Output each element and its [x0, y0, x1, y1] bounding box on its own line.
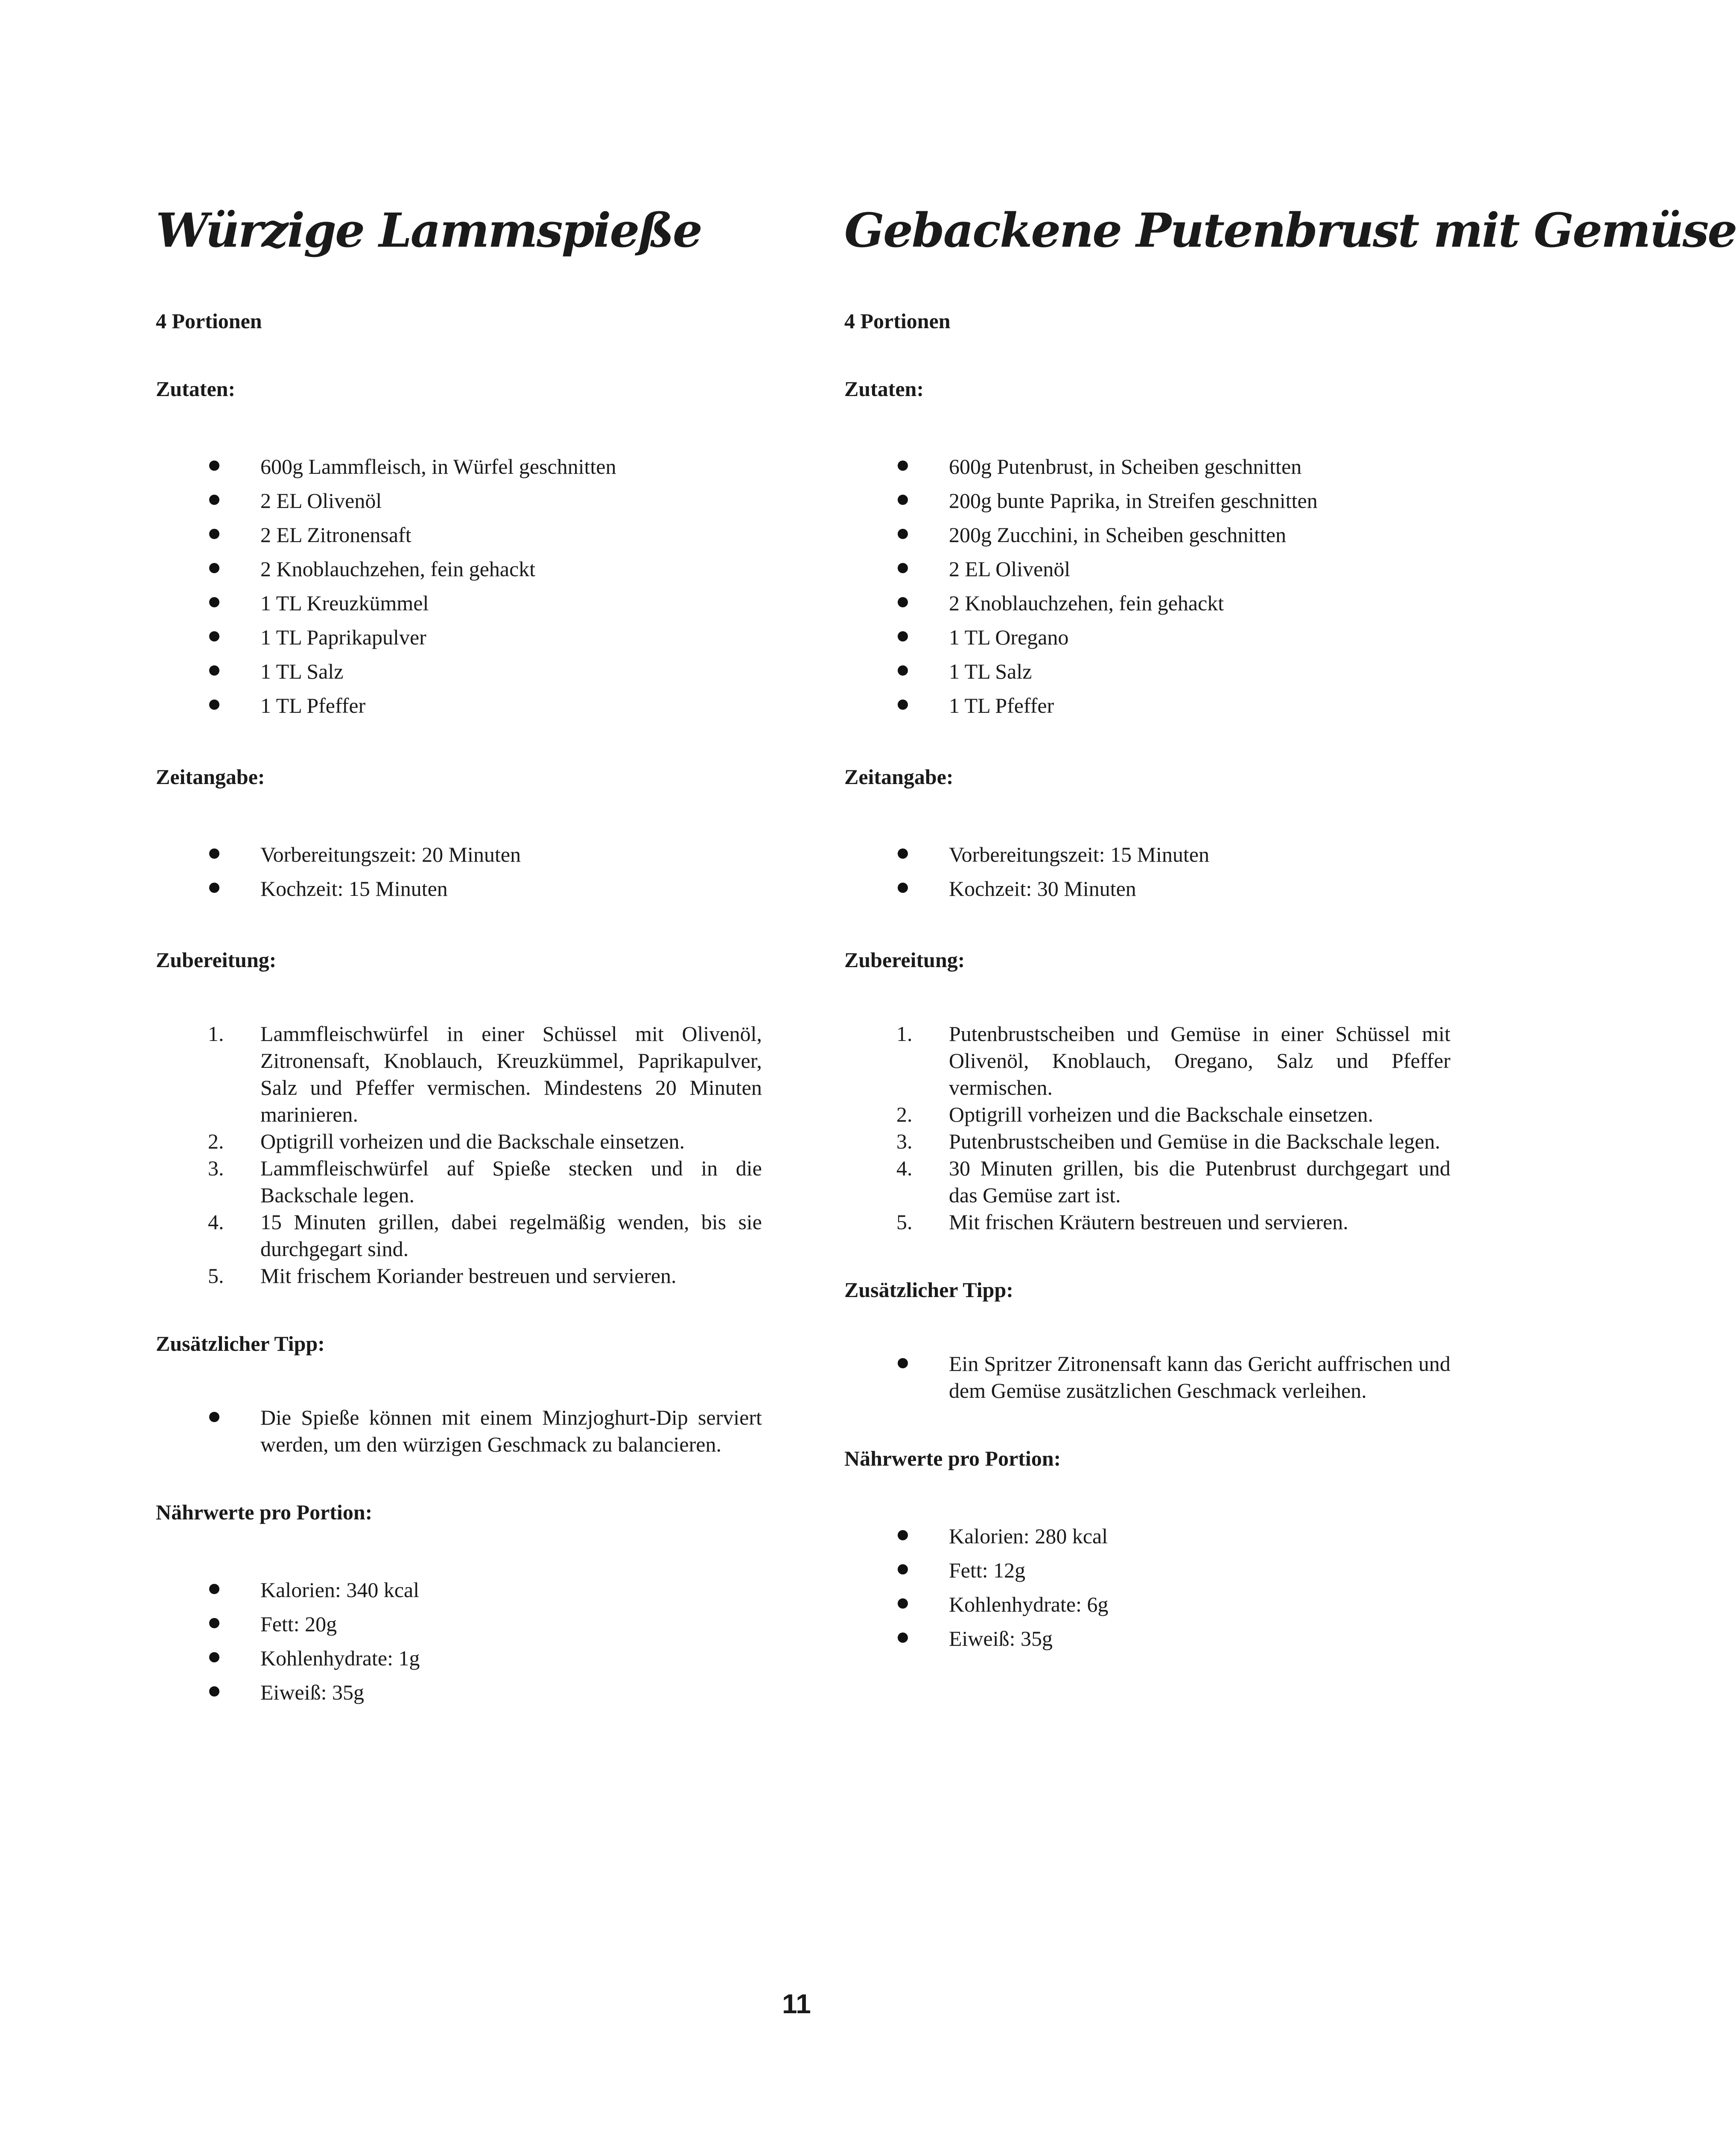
ingredient-item: 1 TL Salz — [156, 654, 762, 688]
nutrition-heading: Nährwerte pro Portion: — [844, 1446, 1061, 1470]
step-item — [156, 1155, 762, 1209]
time-item: Kochzeit: 30 Minuten — [844, 872, 1450, 906]
step-item — [844, 1020, 1450, 1101]
nutrition-item: Eiweiß: 35g — [844, 1621, 1450, 1656]
portions-label: 4 Portionen — [844, 309, 951, 333]
tip-heading: Zusätzlicher Tipp: — [156, 1332, 325, 1356]
time-item: Kochzeit: 15 Minuten — [156, 872, 762, 906]
preparation-heading: Zubereitung: — [156, 948, 277, 972]
ingredient-item: 1 TL Oregano — [844, 620, 1450, 654]
nutrition-heading: Nährwerte pro Portion: — [156, 1500, 373, 1524]
step-number: 3. — [896, 1129, 913, 1153]
step-text: Mit frischem Koriander bestreuen und servieren. — [260, 1264, 677, 1288]
ingredient-item: 1 TL Salz — [844, 654, 1450, 688]
time-list — [156, 837, 762, 906]
step-item — [844, 1155, 1450, 1209]
step-item — [156, 1262, 762, 1289]
ingredient-item: 600g Putenbrust, in Scheiben geschnitten — [844, 449, 1450, 484]
time-heading: Zeitangabe: — [156, 765, 265, 789]
step-text: Putenbrustscheiben und Gemüse in die Backschale legen. — [949, 1129, 1441, 1153]
step-item — [844, 1209, 1450, 1236]
ingredient-item: 2 Knoblauchzehen, fein gehackt — [156, 552, 762, 586]
recipe-column-right — [844, 201, 1736, 1656]
ingredient-item: 200g bunte Paprika, in Streifen geschnitten — [844, 484, 1450, 518]
step-number: 4. — [208, 1210, 224, 1234]
step-number: 2. — [208, 1129, 224, 1153]
nutrition-list — [156, 1573, 762, 1709]
preparation-heading: Zubereitung: — [844, 948, 965, 972]
step-text: Lammfleischwürfel auf Spieße stecken und in die Backschale legen. — [260, 1156, 762, 1207]
step-text: Lammfleischwürfel in einer Schüssel mit Olivenöl, Zitronensaft, Knoblauch, Kreuzkümmel, Paprikapulver, Salz und Pfeffer vermischen. Mindestens 20 Minuten marinieren. — [260, 1022, 762, 1126]
step-text: Optigrill vorheizen und die Backschale einsetzen. — [949, 1102, 1374, 1126]
ingredients-heading: Zutaten: — [156, 377, 236, 401]
preparation-steps — [156, 1020, 762, 1289]
ingredient-item: 2 EL Olivenöl — [156, 484, 762, 518]
step-item — [844, 1101, 1450, 1128]
step-text: 30 Minuten grillen, bis die Putenbrust durchgegart und das Gemüse zart ist. — [949, 1156, 1450, 1207]
nutrition-item: Kalorien: 280 kcal — [844, 1519, 1450, 1553]
nutrition-item: Kohlenhydrate: 1g — [156, 1641, 762, 1675]
tip-item: Ein Spritzer Zitronensaft kann das Gericht auffrischen und dem Gemüse zusätzlichen Geschmack verleihen. — [844, 1350, 1450, 1404]
preparation-steps — [844, 1020, 1450, 1236]
step-number: 5. — [208, 1264, 224, 1288]
ingredient-item: 1 TL Kreuzkümmel — [156, 586, 762, 620]
step-number: 3. — [208, 1156, 224, 1180]
step-text: Mit frischen Kräutern bestreuen und servieren. — [949, 1210, 1348, 1234]
ingredient-item: 2 EL Zitronensaft — [156, 518, 762, 552]
nutrition-item: Eiweiß: 35g — [156, 1675, 762, 1709]
nutrition-item: Fett: 20g — [156, 1607, 762, 1641]
ingredients-list — [156, 449, 762, 723]
recipe-column-left — [156, 201, 762, 1709]
nutrition-item: Kalorien: 340 kcal — [156, 1573, 762, 1607]
ingredient-item: 1 TL Pfeffer — [844, 688, 1450, 723]
nutrition-list — [844, 1519, 1450, 1656]
ingredient-item: 2 Knoblauchzehen, fein gehackt — [844, 586, 1450, 620]
ingredient-item: 600g Lammfleisch, in Würfel geschnitten — [156, 449, 762, 484]
time-heading: Zeitangabe: — [844, 765, 954, 789]
ingredients-list — [844, 449, 1450, 723]
step-number: 2. — [896, 1102, 913, 1126]
recipe-title: Gebackene Putenbrust mit Gemüse — [844, 203, 1736, 258]
step-item — [156, 1128, 762, 1155]
ingredient-item: 1 TL Pfeffer — [156, 688, 762, 723]
time-item: Vorbereitungszeit: 20 Minuten — [156, 837, 762, 872]
step-number: 1. — [208, 1022, 224, 1046]
step-number: 4. — [896, 1156, 913, 1180]
step-item — [156, 1020, 762, 1128]
ingredient-item: 1 TL Paprikapulver — [156, 620, 762, 654]
step-item — [844, 1128, 1450, 1155]
tip-heading: Zusätzlicher Tipp: — [844, 1278, 1013, 1302]
tip-list — [844, 1350, 1450, 1404]
step-text: Putenbrustscheiben und Gemüse in einer Schüssel mit Olivenöl, Knoblauch, Oregano, Salz und Pfeffer vermischen. — [949, 1022, 1450, 1099]
tip-item: Die Spieße können mit einem Minzjoghurt-Dip serviert werden, um den würzigen Geschmack zu balancieren. — [156, 1404, 762, 1458]
step-number: 5. — [896, 1210, 913, 1234]
nutrition-item: Kohlenhydrate: 6g — [844, 1587, 1450, 1621]
time-list — [844, 837, 1450, 906]
step-item — [156, 1209, 762, 1262]
ingredient-item: 200g Zucchini, in Scheiben geschnitten — [844, 518, 1450, 552]
step-number: 1. — [896, 1022, 913, 1046]
ingredient-item: 2 EL Olivenöl — [844, 552, 1450, 586]
step-text: Optigrill vorheizen und die Backschale einsetzen. — [260, 1129, 685, 1153]
ingredients-heading: Zutaten: — [844, 377, 924, 401]
time-item: Vorbereitungszeit: 15 Minuten — [844, 837, 1450, 872]
tip-list — [156, 1404, 762, 1458]
step-text: 15 Minuten grillen, dabei regelmäßig wenden, bis sie durchgegart sind. — [260, 1210, 762, 1261]
page-number: 11 — [782, 1988, 811, 2019]
nutrition-item: Fett: 12g — [844, 1553, 1450, 1587]
recipe-title: Würzige Lammspieße — [156, 203, 702, 258]
portions-label: 4 Portionen — [156, 309, 262, 333]
